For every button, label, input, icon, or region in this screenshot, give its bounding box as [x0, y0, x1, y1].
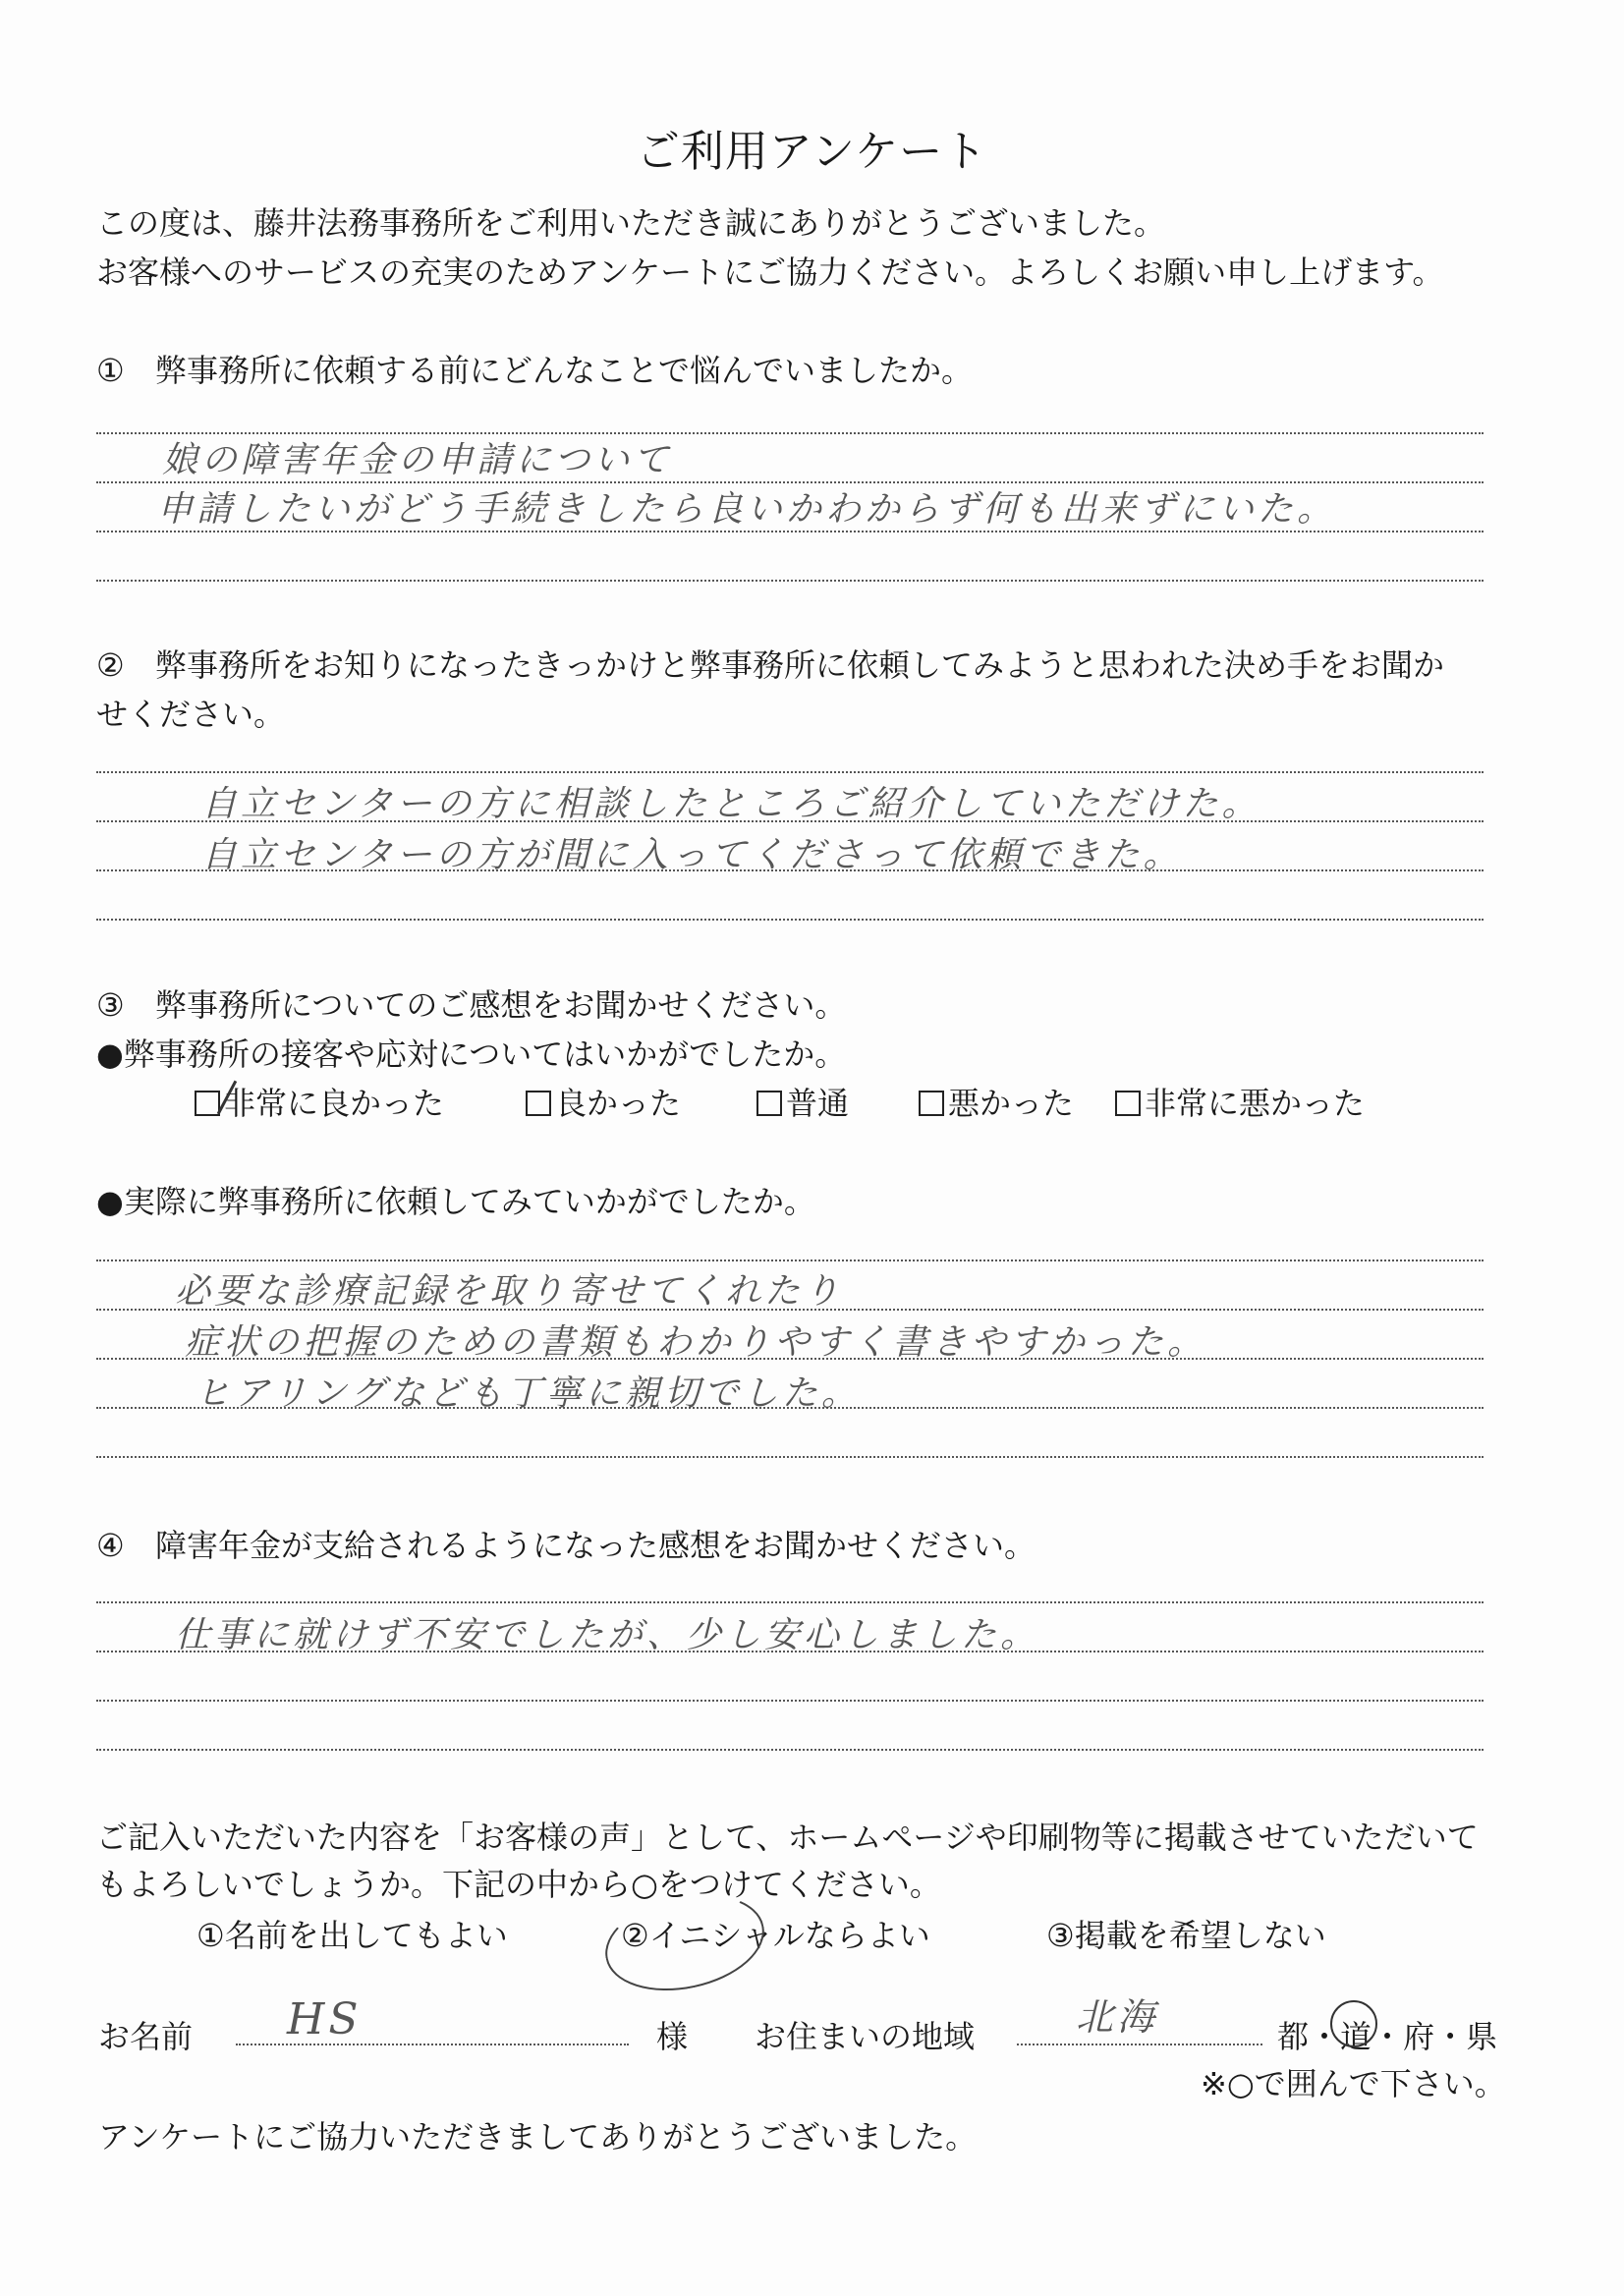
- question-3-text: 弊事務所についてのご感想をお聞かせください。: [155, 986, 847, 1024]
- prefecture-selector: 都・道・府・県: [1277, 2018, 1498, 2055]
- q3-sub-question-2: ●実際に弊事務所に依頼してみていかがでしたか。: [96, 1183, 815, 1220]
- prefecture-option-do[interactable]: 道: [1340, 2018, 1372, 2055]
- rating-option-bad[interactable]: [919, 1079, 1074, 1124]
- question-2-number: ②: [96, 646, 125, 684]
- checkbox-icon: [756, 1091, 782, 1116]
- question-1-number: ①: [96, 352, 125, 389]
- area-label: お住まいの地域: [755, 2018, 976, 2055]
- q3-answer-line-2: 症状の把握のための書類もわかりやすく書きやすかった。: [185, 1322, 1207, 1363]
- checkbox-icon: [1115, 1091, 1141, 1116]
- area-field-line: [1017, 2044, 1262, 2045]
- intro-line-1: この度は、藤井法務事務所をご利用いただき誠にありがとうございました。: [96, 204, 1166, 242]
- name-suffix: 様: [656, 2018, 689, 2055]
- answer-line: [96, 1700, 1484, 1702]
- question-4-number: ④: [96, 1527, 125, 1564]
- consent-option-initials[interactable]: ②イニシャルならよい: [621, 1917, 930, 1954]
- q3-sub-question-1: ●弊事務所の接客や応対についてはいかがでしたか。: [96, 1036, 847, 1073]
- answer-line: [96, 1601, 1484, 1603]
- prefecture-option-ken[interactable]: 県: [1466, 2018, 1498, 2055]
- checkbox-icon: [919, 1091, 944, 1116]
- name-label: お名前: [98, 2018, 194, 2055]
- consent-option-no-publish[interactable]: ③掲載を希望しない: [1046, 1917, 1326, 1954]
- rating-option-label: 普通: [786, 1085, 850, 1122]
- consent-line-1: ご記入いただいた内容を「お客様の声」として、ホームページや印刷物等に掲載させていただいて: [96, 1819, 1479, 1856]
- rating-option-very-bad[interactable]: [1115, 1079, 1365, 1124]
- q2-answer-line-2: 自立センターの方が間に入ってくださって依頼できた。: [201, 835, 1183, 875]
- question-2-text-cont: せください。: [96, 696, 286, 733]
- q2-answer-line-1: 自立センターの方に相談したところご紹介していただけた。: [201, 784, 1261, 824]
- q1-answer-line-2: 申請したいがどう手続きしたら良いかわからず何も出来ずにいた。: [157, 489, 1337, 530]
- question-3-number: ③: [96, 986, 125, 1024]
- survey-title: ご利用アンケート: [636, 127, 988, 177]
- rating-option-label: 悪かった: [948, 1085, 1075, 1122]
- answer-line: [96, 771, 1484, 773]
- consent-option-full-name[interactable]: ①名前を出してもよい: [196, 1917, 508, 1954]
- question-3: [96, 980, 846, 1026]
- q1-answer-line-1: 娘の障害年金の申請について: [162, 440, 673, 480]
- answer-line: [96, 580, 1484, 582]
- question-4: [96, 1521, 1036, 1566]
- answer-line: [96, 1260, 1484, 1261]
- rating-option-normal[interactable]: [756, 1079, 849, 1124]
- q3-answer-line-3: ヒアリングなども丁寧に親切でした。: [195, 1373, 861, 1414]
- intro-line-2: お客様へのサービスの充実のためアンケートにご協力ください。よろしくお願い申し上げます。: [96, 253, 1444, 291]
- q3-answer-line-1: 必要な診療記録を取り寄せてくれたり: [175, 1271, 844, 1312]
- answer-line: [96, 1749, 1484, 1751]
- answer-line: [96, 1456, 1484, 1458]
- prefecture-option-fu[interactable]: 府: [1403, 2018, 1435, 2055]
- question-2-text: 弊事務所をお知りになったきっかけと弊事務所に依頼してみようと思われた決め手をお聞か: [155, 646, 1445, 684]
- area-field[interactable]: 北海: [1076, 1995, 1159, 2039]
- question-1-text: 弊事務所に依頼する前にどんなことで悩んでいましたか。: [155, 352, 974, 389]
- consent-line-2: もよろしいでしょうか。下記の中から○をつけてください。: [96, 1866, 941, 1903]
- name-field[interactable]: HS: [287, 1994, 363, 2044]
- rating-option-good[interactable]: [526, 1079, 681, 1124]
- closing-message: アンケートにご協力いただきましてありがとうございました。: [98, 2118, 978, 2156]
- selection-circle-icon: [1330, 2000, 1377, 2047]
- question-1: [96, 346, 973, 391]
- answer-line: [96, 919, 1484, 921]
- area-note: ※○で囲んで下さい。: [1201, 2065, 1506, 2102]
- checkbox-icon: [526, 1091, 551, 1116]
- question-2: [96, 641, 1444, 686]
- rating-option-label: 非常に悪かった: [1145, 1085, 1366, 1122]
- rating-option-label: 非常に良かった: [224, 1085, 445, 1122]
- question-4-text: 障害年金が支給されるようになった感想をお聞かせください。: [155, 1527, 1036, 1564]
- prefecture-option-to[interactable]: 都: [1277, 2018, 1310, 2055]
- rating-option-label: 良かった: [555, 1085, 682, 1122]
- q4-answer-line-1: 仕事に就けず不安でしたが、少し安心しました。: [175, 1615, 1040, 1655]
